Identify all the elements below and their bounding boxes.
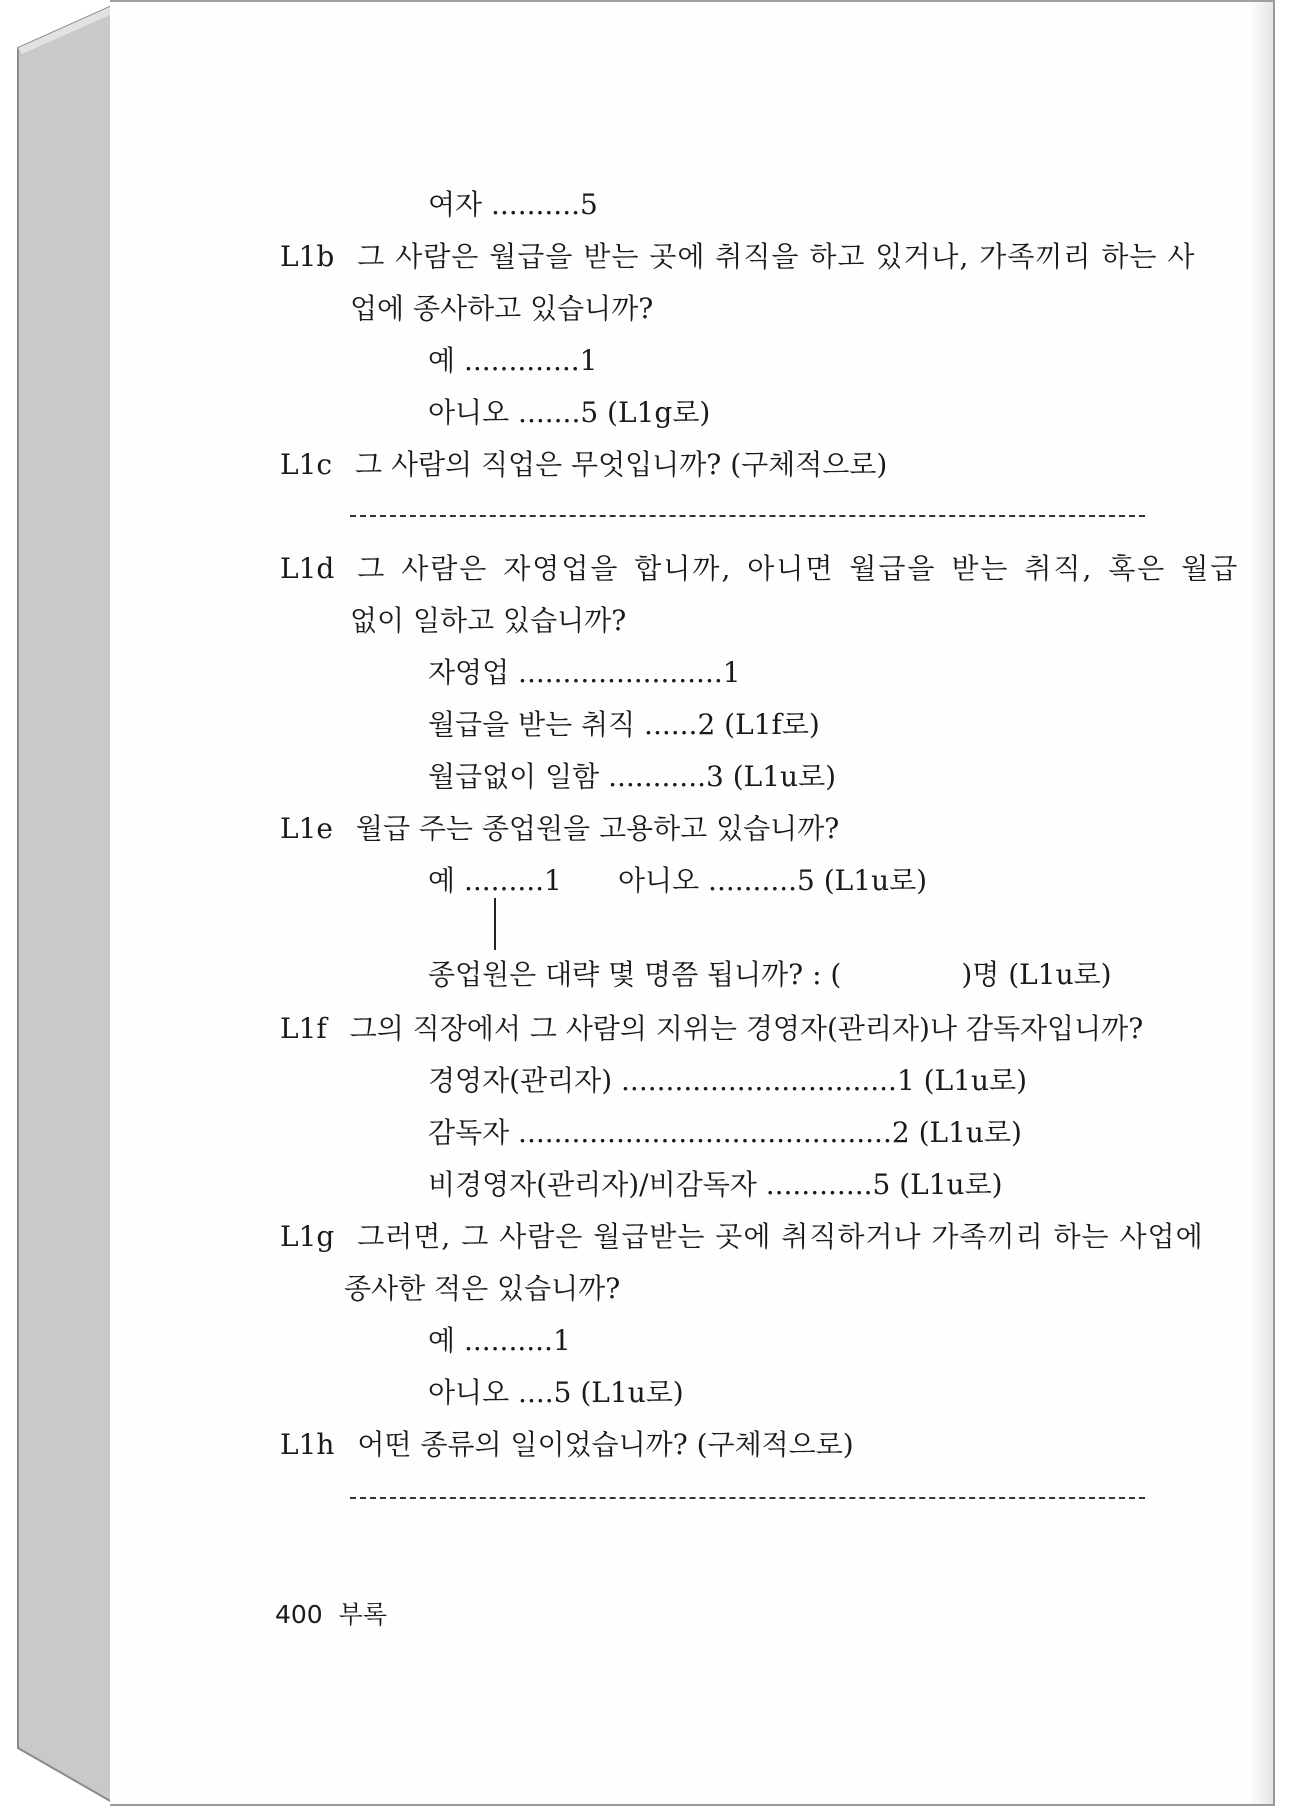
employee-count-suffix: )명 (L1u로) <box>961 958 1112 991</box>
question-l1g <box>280 1220 1204 1254</box>
option-supervisor: 감독자 ..........................................2 (L1u로) <box>428 1116 1022 1149</box>
option-no: 아니오 ..........5 (L1u로) <box>618 864 928 897</box>
question-code: L1e <box>280 812 333 845</box>
question-l1d-cont: 없이 일하고 있습니까? <box>350 604 627 637</box>
question-code: L1b <box>280 240 335 273</box>
question-l1c <box>280 448 887 482</box>
option-yes: 예 .............1 <box>428 344 598 377</box>
question-text: 월급 주는 종업원을 고용하고 있습니까? <box>355 812 840 845</box>
employee-count-label: 종업원은 대략 몇 명쯤 됩니까? : ( <box>428 958 842 991</box>
page-edge-shadow <box>1249 2 1273 1806</box>
question-code: L1f <box>280 1012 327 1045</box>
option-manager: 경영자(관리자) ...............................1 (L1u로) <box>428 1064 1028 1097</box>
page-number: 400 <box>275 1600 323 1629</box>
question-text: 어떤 종류의 일이었습니까? (구체적으로) <box>357 1428 854 1461</box>
option-non-manager: 비경영자(관리자)/비감독자 ............5 (L1u로) <box>428 1168 1003 1201</box>
page-footer <box>275 1600 387 1630</box>
question-l1b <box>280 240 1195 274</box>
employee-count-prompt <box>428 958 1112 992</box>
question-code: L1g <box>280 1220 335 1253</box>
option-unpaid: 월급없이 일함 ...........3 (L1u로) <box>428 760 837 793</box>
option-salaried: 월급을 받는 취직 ......2 (L1f로) <box>428 708 820 741</box>
book-spine-icon <box>0 0 115 1806</box>
option-yes: 예 ..........1 <box>428 1324 571 1357</box>
option-yes: 예 .........1 <box>428 864 562 897</box>
question-text: 그 사람의 직업은 무엇입니까? (구체적으로) <box>355 448 888 481</box>
option-self-employed: 자영업 .......................1 <box>428 656 741 689</box>
question-l1g-cont: 종사한 적은 있습니까? <box>344 1272 621 1305</box>
branch-connector <box>494 898 496 950</box>
question-text: 그러면, 그 사람은 월급받는 곳에 취직하거나 가족끼리 하는 사업에 <box>357 1220 1204 1253</box>
question-text: 그 사람은 자영업을 합니까, 아니면 월급을 받는 취직, 혹은 월급 <box>357 552 1240 585</box>
question-text: 그의 직장에서 그 사람의 지위는 경영자(관리자)나 감독자입니까? <box>349 1012 1144 1045</box>
question-text: 그 사람은 월급을 받는 곳에 취직을 하고 있거나, 가족끼리 하는 사 <box>357 240 1196 273</box>
answer-blank-line <box>350 1497 1145 1499</box>
question-code: L1d <box>280 552 335 585</box>
answer-blank-line <box>350 515 1145 517</box>
question-l1d <box>280 552 1239 586</box>
question-l1h <box>280 1428 854 1462</box>
question-l1e <box>280 812 839 846</box>
option-no: 아니오 .......5 (L1g로) <box>428 396 711 429</box>
question-code: L1h <box>280 1428 335 1461</box>
question-l1b-cont: 업에 종사하고 있습니까? <box>350 292 654 325</box>
question-code: L1c <box>280 448 333 481</box>
option-female: 여자 ..........5 <box>428 188 598 221</box>
option-no: 아니오 ....5 (L1u로) <box>428 1376 684 1409</box>
question-l1f <box>280 1012 1143 1046</box>
section-label: 부록 <box>338 1600 387 1629</box>
